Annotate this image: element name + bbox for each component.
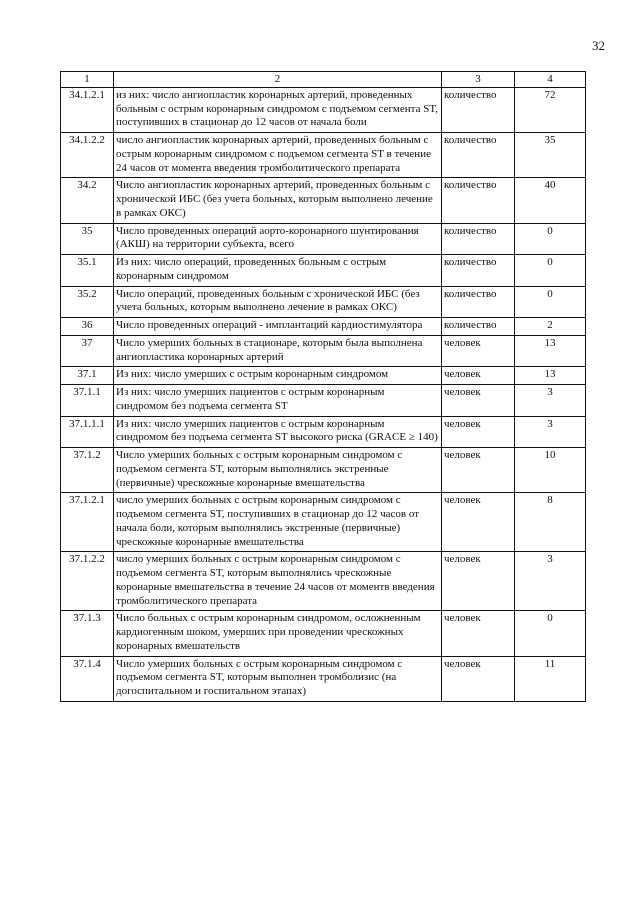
- indicator-value: 13: [515, 335, 586, 367]
- table-body: [61, 87, 586, 701]
- table-row: [61, 318, 586, 336]
- unit-of-measure: количество: [442, 87, 515, 132]
- row-number: 37.1: [61, 367, 114, 385]
- indicator-name: Из них: число умерших с острым коронарным синдромом: [114, 367, 442, 385]
- row-number: 35.2: [61, 286, 114, 318]
- row-number: 37.1.1.1: [61, 416, 114, 448]
- row-number: 37.1.3: [61, 611, 114, 656]
- unit-of-measure: количество: [442, 255, 515, 287]
- table-row: [61, 367, 586, 385]
- table-row: [61, 87, 586, 132]
- indicator-name: из них: число ангиопластик коронарных артерий, проведенных больным с острым коронарным синдромом с подъемом сегмента ST, поступивших в стационар до 12 часов от начала боли: [114, 87, 442, 132]
- indicator-value: 11: [515, 656, 586, 701]
- indicator-value: 13: [515, 367, 586, 385]
- indicator-value: 0: [515, 286, 586, 318]
- column-header-2: 2: [114, 72, 442, 88]
- row-number: 36: [61, 318, 114, 336]
- row-number: 37.1.2: [61, 448, 114, 493]
- row-number: 37.1.2.2: [61, 552, 114, 611]
- unit-of-measure: человек: [442, 656, 515, 701]
- unit-of-measure: человек: [442, 493, 515, 552]
- indicator-value: 8: [515, 493, 586, 552]
- indicator-name: Из них: число умерших пациентов с острым коронарным синдромом без подъема сегмента ST: [114, 385, 442, 417]
- row-number: 34.2: [61, 178, 114, 223]
- indicator-name: Число проведенных операций аорто-коронарного шунтирования (АКШ) на территории субъекта, всего: [114, 223, 442, 255]
- column-header-1: 1: [61, 72, 114, 88]
- indicator-value: 0: [515, 611, 586, 656]
- table-header-row: [61, 72, 586, 88]
- table-row: [61, 335, 586, 367]
- indicator-value: 72: [515, 87, 586, 132]
- row-number: 37.1.1: [61, 385, 114, 417]
- unit-of-measure: количество: [442, 178, 515, 223]
- indicator-name: Число больных с острым коронарным синдромом, осложненным кардиогенным шоком, умерших при проведении чрескожных коронарных вмешательств: [114, 611, 442, 656]
- row-number: 37.1.2.1: [61, 493, 114, 552]
- row-number: 34.1.2.1: [61, 87, 114, 132]
- page-number: 32: [592, 38, 605, 53]
- indicator-value: 2: [515, 318, 586, 336]
- table-row: [61, 416, 586, 448]
- unit-of-measure: человек: [442, 611, 515, 656]
- indicator-name: Число проведенных операций - имплантаций кардиостимулятора: [114, 318, 442, 336]
- row-number: 37.1.4: [61, 656, 114, 701]
- indicator-name: число умерших больных с острым коронарным синдромом с подъемом сегмента ST, которым выполнялись чрескожные коронарные вмешательства в течение 24 часов от моментв введения тромболитического препарата: [114, 552, 442, 611]
- indicator-name: Число операций, проведенных больным с хронической ИБС (без учета больных, которым выполнено лечение в рамках ОКС): [114, 286, 442, 318]
- indicator-value: 40: [515, 178, 586, 223]
- row-number: 35.1: [61, 255, 114, 287]
- unit-of-measure: человек: [442, 367, 515, 385]
- table-row: [61, 611, 586, 656]
- indicator-value: 0: [515, 223, 586, 255]
- table-row: [61, 255, 586, 287]
- unit-of-measure: человек: [442, 385, 515, 417]
- indicator-name: Из них: число умерших пациентов с острым коронарным синдромом без подъема сегмента ST высокого риска (GRACE ≥ 140): [114, 416, 442, 448]
- indicator-name: Число умерших больных с острым коронарным синдромом с подъемом сегмента ST, которым выполнен тромболизис (на догоспитальном и госпитальном этапах): [114, 656, 442, 701]
- table-row: [61, 656, 586, 701]
- unit-of-measure: количество: [442, 133, 515, 178]
- row-number: 35: [61, 223, 114, 255]
- unit-of-measure: количество: [442, 318, 515, 336]
- unit-of-measure: количество: [442, 223, 515, 255]
- unit-of-measure: человек: [442, 448, 515, 493]
- table-row: [61, 493, 586, 552]
- unit-of-measure: человек: [442, 552, 515, 611]
- indicator-name: Число умерших больных в стационаре, которым была выполнена ангиопластика коронарных артерий: [114, 335, 442, 367]
- indicator-value: 3: [515, 416, 586, 448]
- indicator-name: Число ангиопластик коронарных артерий, проведенных больным с хронической ИБС (без учета больных, которым выполнено лечение в рамках ОКС): [114, 178, 442, 223]
- row-number: 37: [61, 335, 114, 367]
- unit-of-measure: количество: [442, 286, 515, 318]
- unit-of-measure: человек: [442, 335, 515, 367]
- indicator-name: число ангиопластик коронарных артерий, проведенных больным с острым коронарным синдромом с подъемом сегмента ST в течение 24 часов от момента введения тромболитического препарата: [114, 133, 442, 178]
- indicator-value: 3: [515, 385, 586, 417]
- table-row: [61, 286, 586, 318]
- indicator-value: 10: [515, 448, 586, 493]
- indicator-name: Число умерших больных с острым коронарным синдромом с подъемом сегмента ST, которым выполнялись экстренные (первичные) чрескожные коронарные вмешательства: [114, 448, 442, 493]
- table-row: [61, 178, 586, 223]
- table-row: [61, 385, 586, 417]
- row-number: 34.1.2.2: [61, 133, 114, 178]
- indicator-value: 35: [515, 133, 586, 178]
- unit-of-measure: человек: [442, 416, 515, 448]
- table-row: [61, 133, 586, 178]
- indicators-table: [60, 71, 586, 702]
- table-row: [61, 552, 586, 611]
- indicator-value: 0: [515, 255, 586, 287]
- indicator-name: число умерших больных с острым коронарным синдромом с подъемом сегмента ST, поступивших в стационар до 12 часов от начала боли, которым выполнялись экстренные (первичные) чрескожные коронарные вмешательства: [114, 493, 442, 552]
- table-row: [61, 223, 586, 255]
- column-header-3: 3: [442, 72, 515, 88]
- column-header-4: 4: [515, 72, 586, 88]
- table-row: [61, 448, 586, 493]
- indicator-name: Из них: число операций, проведенных больным с острым коронарным синдромом: [114, 255, 442, 287]
- indicator-value: 3: [515, 552, 586, 611]
